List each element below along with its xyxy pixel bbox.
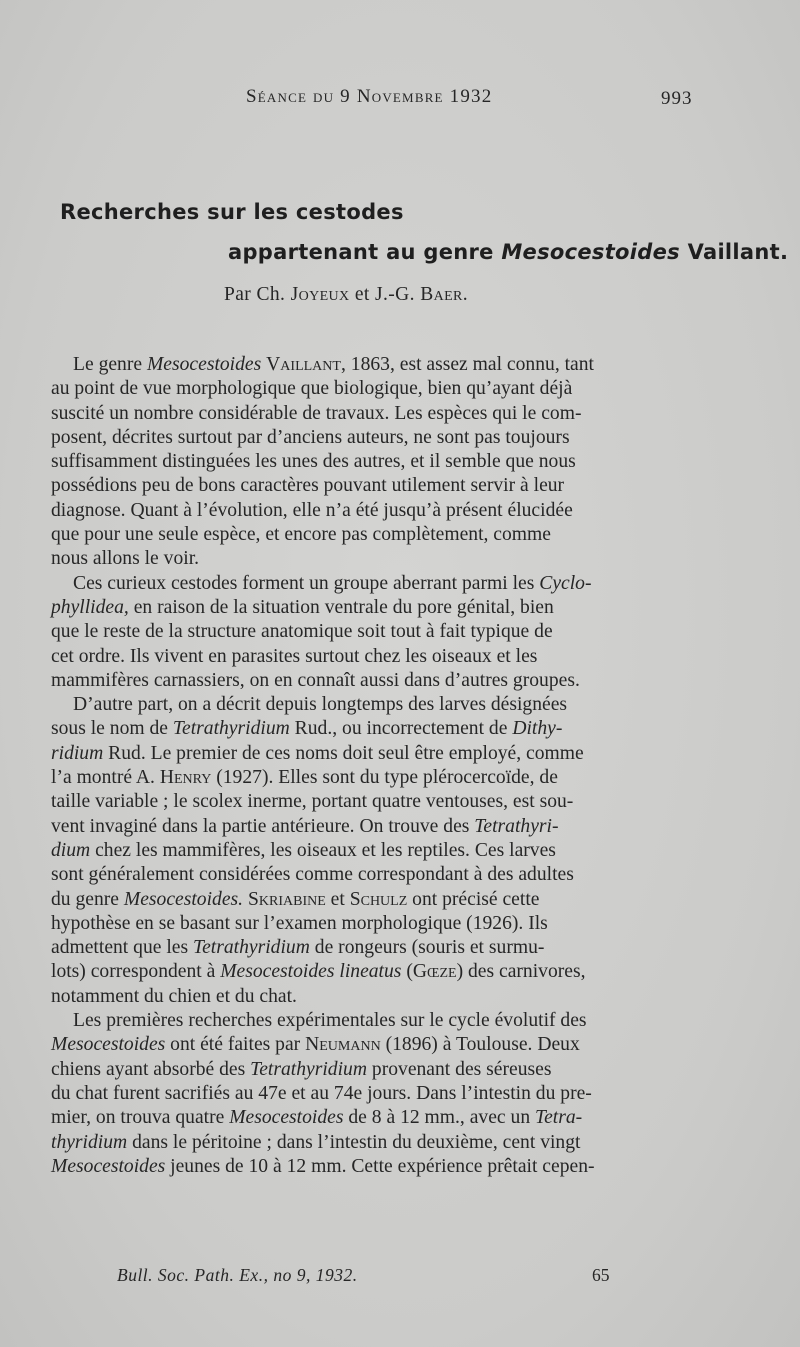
text-line: admettent que les Tetrathyridium de rongeurs (souris et surmu- (51, 937, 545, 959)
paragraph (51, 353, 696, 572)
author-baer: Baer. (420, 284, 469, 305)
text-line: sont généralement considérées comme correspondant à des adultes (51, 864, 574, 886)
text-line: Le genre Mesocestoides Vaillant, 1863, est assez mal connu, tant (73, 354, 594, 375)
italic-term: Mesocestoides (51, 1034, 166, 1056)
text-line: phyllidea, en raison de la situation ventrale du pore génital, bien (51, 596, 554, 618)
article-title-line1: Recherches sur les cestodes (60, 200, 404, 224)
author-name: Neumann (305, 1034, 381, 1056)
italic-term: Dithy- (512, 718, 563, 740)
italic-term: Tetra- (535, 1107, 583, 1129)
text-line: du chat furent sacrifiés au 47e et au 74e jours. Dans l’intestin du pre- (51, 1082, 592, 1104)
title-prefix: appartenant au genre (228, 240, 502, 264)
text-line: lots) correspondent à Mesocestoides lineatus (Gœze) des carnivores, (51, 961, 586, 983)
italic-term: dium (51, 839, 91, 861)
paragraph (51, 572, 696, 693)
text-line: mammifères carnassiers, on en connaît aussi dans d’autres groupes. (51, 669, 580, 691)
paragraph (51, 693, 696, 1009)
journal-citation: Bull. Soc. Path. Ex., no 9, 1932. (117, 1265, 358, 1285)
author-name: Skriabine (247, 888, 326, 910)
text-line: Mesocestoides jeunes de 10 à 12 mm. Cette expérience prêtait cepen- (51, 1155, 595, 1177)
italic-term: Mesocestoides (146, 354, 262, 375)
author-name: Vaillant (266, 354, 341, 375)
text-line: possédions peu de bons caractères pouvant utilement servir à leur (51, 475, 565, 497)
text-line: notamment du chien et du chat. (51, 985, 297, 1007)
italic-term: thyridium (51, 1131, 128, 1153)
author-name: Gœze (412, 961, 457, 983)
sheet-number: 65 (592, 1265, 610, 1285)
italic-term: ridium (51, 742, 104, 764)
italic-term: Tetrathyri- (474, 815, 559, 837)
author-name: Henry (159, 767, 212, 789)
authors-line (224, 284, 468, 306)
text-line: diagnose. Quant à l’évolution, elle n’a été jusqu’à présent élucidée (51, 499, 573, 521)
italic-term: Mesocestoides (51, 1155, 166, 1177)
text-line: vent invaginé dans la partie antérieure. On trouve des Tetrathyri- (51, 815, 559, 837)
paragraph (51, 1009, 696, 1179)
text-line: sous le nom de Tetrathyridium Rud., ou incorrectement de Dithy- (51, 718, 563, 740)
author-name: Schulz (349, 888, 408, 910)
running-title: Séance du 9 Novembre 1932 (246, 86, 493, 107)
title-genus: Mesocestoides (501, 240, 680, 264)
text-line: suscité un nombre considérable de travaux. Les espèces qui le com- (51, 402, 582, 424)
text-line: du genre Mesocestoides. Skriabine et Schulz ont précisé cette (51, 888, 540, 910)
text-line: Les premières recherches expérimentales sur le cycle évolutif des (73, 1010, 587, 1032)
text-line: Ces curieux cestodes forment un groupe aberrant parmi les Cyclo- (73, 572, 592, 594)
italic-term: Mesocestoides (229, 1107, 344, 1129)
article-body (51, 353, 696, 1179)
page-footer (0, 1265, 800, 1293)
running-head (0, 86, 800, 116)
authors-mid: et J.-G. (349, 284, 421, 305)
article-title-line2 (228, 240, 788, 264)
text-line: que le reste de la structure anatomique soit tout à fait typique de (51, 621, 553, 643)
text-line: mier, on trouva quatre Mesocestoides de 8 à 12 mm., avec un Tetra- (51, 1107, 583, 1129)
italic-term: Mesocestoides. (123, 888, 244, 910)
text-line: chiens ayant absorbé des Tetrathyridium provenant des séreuses (51, 1058, 552, 1080)
text-line: l’a montré A. Henry (1927). Elles sont du type plérocercoïde, de (51, 767, 558, 789)
text-line: hypothèse en se basant sur l’examen morphologique (1926). Ils (51, 912, 548, 934)
text-line: que pour une seule espèce, et encore pas complètement, comme (51, 524, 551, 546)
italic-term: Mesocestoides lineatus (220, 961, 402, 983)
text-line: thyridium dans le péritoine ; dans l’intestin du deuxième, cent vingt (51, 1131, 581, 1153)
italic-term: Tetrathyridium (250, 1058, 367, 1080)
text-line: D’autre part, on a décrit depuis longtemps des larves désignées (73, 694, 568, 716)
author-joyeux: Joyeux (290, 284, 350, 305)
text-line: suffisamment distinguées les unes des autres, et il semble que nous (51, 451, 576, 473)
italic-term: phyllidea, (51, 596, 129, 618)
italic-term: Tetrathyridium (193, 937, 310, 959)
text-line: cet ordre. Ils vivent en parasites surtout chez les oiseaux et les (51, 645, 538, 667)
text-line: nous allons le voir. (51, 548, 200, 570)
text-line: posent, décrites surtout par d’anciens auteurs, ne sont pas toujours (51, 426, 570, 448)
italic-term: Cyclo- (539, 572, 592, 594)
text-line: taille variable ; le scolex inerme, portant quatre ventouses, est sou- (51, 791, 574, 813)
text-line: ridium Rud. Le premier de ces noms doit seul être employé, comme (51, 742, 584, 764)
text-line: au point de vue morphologique que biologique, bien qu’ayant déjà (51, 378, 573, 400)
italic-term: Tetrathyridium (172, 718, 290, 740)
page-number: 993 (661, 88, 693, 109)
title-suffix: Vaillant. (679, 240, 789, 264)
text-line: dium chez les mammifères, les oiseaux et les reptiles. Ces larves (51, 839, 556, 861)
authors-prefix: Par Ch. (224, 284, 291, 305)
text-line: Mesocestoides ont été faites par Neumann (1896) à Toulouse. Deux (51, 1034, 580, 1056)
